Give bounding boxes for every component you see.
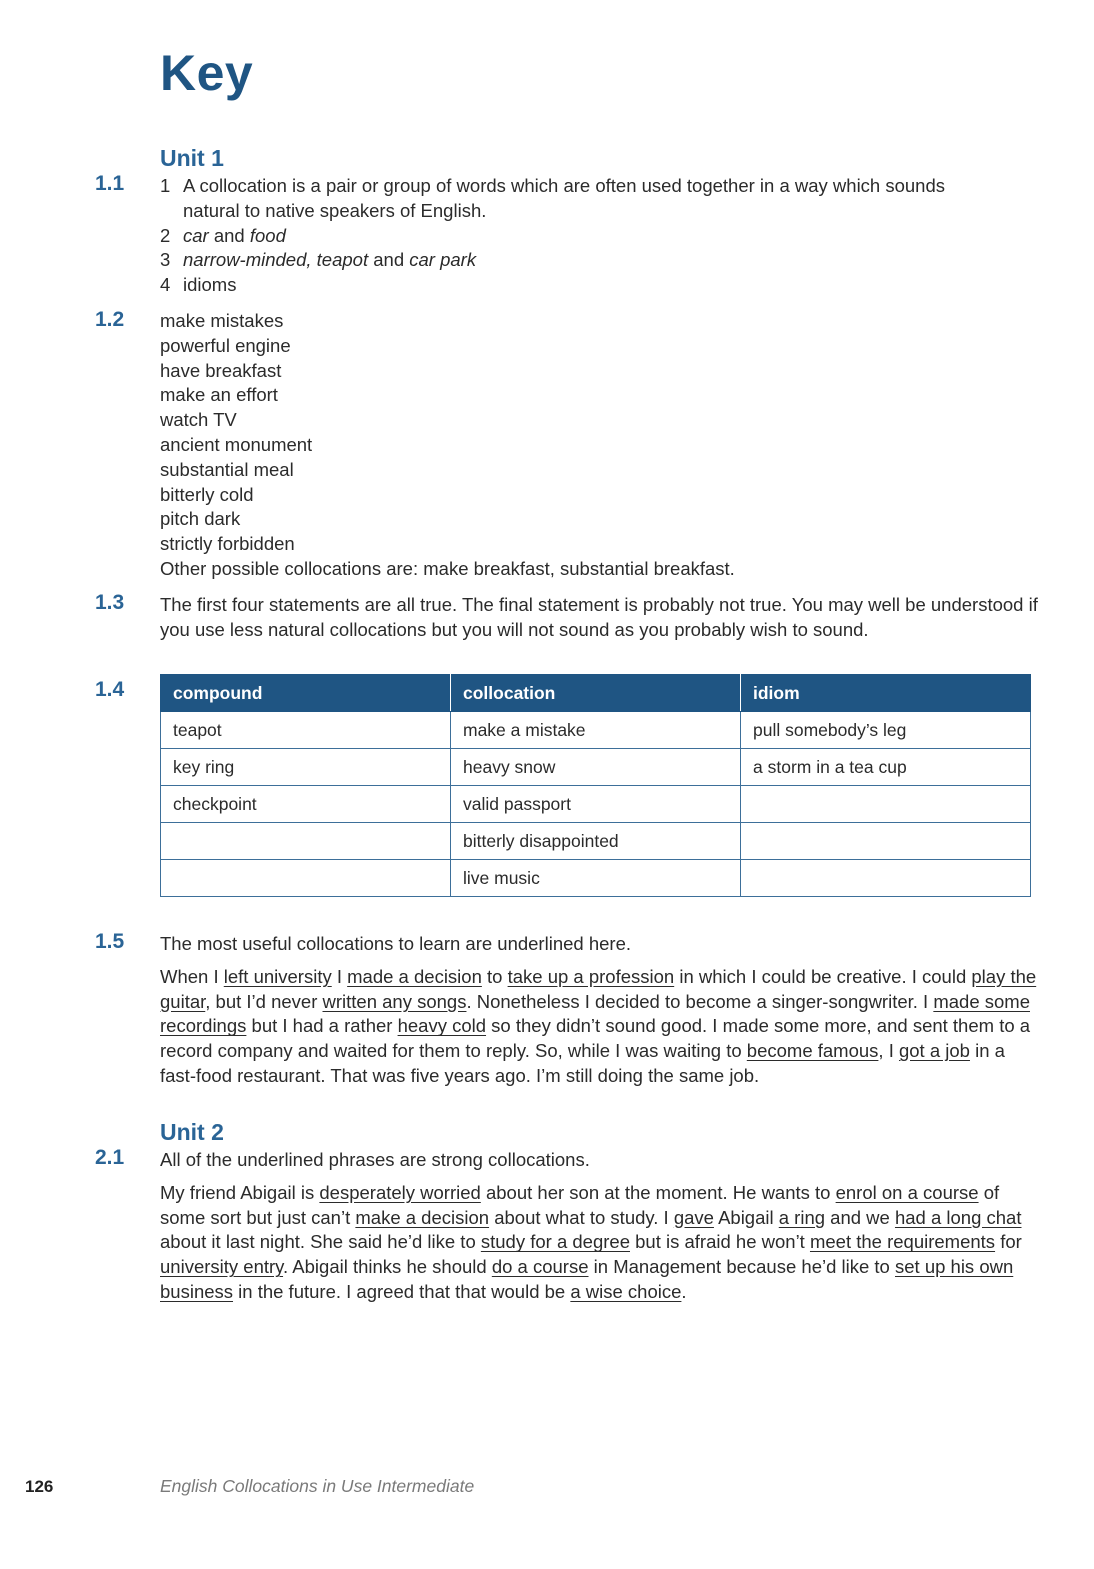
item-text: and [208,224,250,246]
answer-line: pitch dark [160,508,241,530]
exercise-number-1-1: 1.1 [95,172,125,195]
column-header-collocation: collocation [451,675,741,712]
paragraph-text: Abigail [713,1206,779,1228]
unit-1-heading: Unit 1 [160,145,224,171]
answer-line: Other possible collocations are: make breakfast, substantial breakfast. [160,557,735,579]
exercise-number-1-2: 1.2 [95,308,125,331]
table-row [161,860,1031,897]
table-cell: teapot [161,712,451,749]
table-row [161,749,1031,786]
book-title: English Collocations in Use Intermediate [160,1476,475,1496]
paragraph-text: and we [825,1206,895,1228]
exercise-number-1-5: 1.5 [95,930,125,953]
answer-item [160,174,990,224]
item-text: A collocation is a pair or group of words which are often used together in a way which sounds natural to native speakers of English. [183,175,946,221]
item-text: and [368,249,410,271]
underlined-collocation: meet the requirements [809,1231,996,1253]
page-number: 126 [25,1477,54,1496]
exercise-1-5-answer [160,932,1040,1089]
italic-word: narrow-minded, teapot [183,249,369,271]
exercise-2-1-answer [160,1148,1030,1305]
italic-word: car [183,224,209,246]
underlined-collocation: play the guitar [160,965,1037,1012]
italic-word: food [249,224,286,246]
table-cell [741,786,1031,823]
paragraph-text: I [331,965,348,987]
paragraph-text: . Nonetheless I decided to become a singer-songwriter. I [466,990,934,1012]
exercise-1-1-answers [160,174,990,298]
paragraph-text: so they didn’t sound good. I made some more, and sent them to a record company and waited for them to reply. So, while I was waiting to [160,1015,1031,1062]
underlined-collocation: made some recordings [160,990,1030,1037]
table-cell: key ring [161,749,451,786]
table-cell: valid passport [451,786,741,823]
paragraph-text: to [481,965,508,987]
table-cell: pull somebody’s leg [741,712,1031,749]
paragraph-text: , I [878,1040,899,1062]
underlined-collocation: set up his own business [160,1256,1014,1302]
item-number: 2 [160,224,171,246]
exercise-number-2-1: 2.1 [95,1146,125,1169]
item-number: 1 [160,175,171,196]
table-cell: heavy snow [451,749,741,786]
table-row [161,823,1031,860]
answer-item [160,224,990,249]
answer-line: strictly forbidden [160,533,295,555]
table-row [161,712,1031,749]
table-cell: checkpoint [161,786,451,823]
table-header-row [161,675,1031,712]
underlined-collocation: gave [673,1206,714,1228]
underlined-collocation: desperately worried [319,1181,481,1203]
answer-line: powerful engine [160,334,291,356]
column-header-idiom: idiom [741,675,1031,712]
underlined-collocation: study for a degree [480,1231,630,1253]
exercise-1-3-answer [160,593,1040,643]
paragraph-text: in a fast-food restaurant. That was five years ago. I’m still doing the same job. [160,1040,1005,1086]
underlined-collocation: made a decision [347,965,482,987]
item-text: idioms [183,274,237,296]
exercise-number-1-4: 1.4 [95,678,125,701]
table-cell: a storm in a tea cup [741,749,1031,786]
item-number: 3 [160,249,171,271]
collocation-table [160,674,1031,897]
underlined-collocation: enrol on a course [835,1181,979,1203]
underlined-collocation: take up a profession [507,965,675,987]
answer-line: bitterly cold [160,483,254,505]
paragraph-text: When I [160,965,224,987]
paragraph-text: but I had a rather [246,1015,398,1037]
table-cell: live music [451,860,741,897]
table-cell: bitterly disappointed [451,823,741,860]
paragraph-text: in the future. I agreed that that would be [233,1280,571,1302]
table-cell [741,860,1031,897]
table-cell [741,823,1031,860]
exercise-1-2-answers [160,309,1040,582]
column-header-compound: compound [161,675,451,712]
item-number: 4 [160,274,171,296]
answer-line: ancient monument [160,433,313,455]
paragraph-text: , but I’d never [205,990,323,1012]
answer-line: make mistakes [160,310,284,331]
underlined-collocation: do a course [491,1256,589,1278]
paragraph-text: but is afraid he won’t [630,1231,810,1253]
paragraph-text: in Management because he’d like to [588,1256,895,1278]
answer-paragraph [160,1181,1030,1305]
table-cell [161,860,451,897]
underlined-collocation: a ring [778,1206,826,1228]
answer-intro: The most useful collocations to learn are underlined here. [160,933,631,954]
answer-paragraph [160,965,1040,1089]
answer-line: make an effort [160,384,278,406]
unit-2-heading: Unit 2 [160,1119,224,1145]
paragraph-text: about it last night. She said he’d like to [160,1231,481,1253]
paragraph-text: for [995,1231,1022,1253]
answer-item [160,248,990,273]
underlined-collocation: written any songs [322,990,467,1012]
answer-line: watch TV [160,409,237,431]
exercise-number-1-3: 1.3 [95,591,125,614]
underlined-collocation: left university [223,965,332,987]
answer-line: substantial meal [160,458,294,480]
table-cell: make a mistake [451,712,741,749]
table-row [161,786,1031,823]
answer-item [160,273,990,298]
underlined-collocation: heavy cold [397,1015,487,1037]
paragraph-text: about what to study. I [489,1206,674,1228]
paragraph-text: in which I could be creative. I could [674,965,972,987]
paragraph-text: about her son at the moment. He wants to [480,1181,836,1203]
page-title: Key [160,45,254,101]
answer-line: have breakfast [160,359,282,381]
italic-word: car park [409,249,477,271]
paragraph-text: My friend Abigail is [160,1181,320,1203]
underlined-collocation: become famous [746,1040,879,1062]
paragraph-text: . Abigail thinks he should [283,1256,492,1278]
paragraph-text: . [681,1280,687,1302]
underlined-collocation: a wise choice [570,1280,682,1302]
paragraph-text: of some sort but just can’t [160,1181,1000,1228]
underlined-collocation: make a decision [355,1206,490,1228]
underlined-collocation: had a long chat [894,1206,1022,1228]
underlined-collocation: university entry [160,1256,284,1278]
underlined-collocation: got a job [898,1040,970,1062]
answer-paragraph: The first four statements are all true. The final statement is probably not true. You may well be understood if you use less natural collocations but you will not sound as you probably wish to sound. [160,594,1038,640]
answer-intro: All of the underlined phrases are strong collocations. [160,1149,590,1170]
table-cell [161,823,451,860]
